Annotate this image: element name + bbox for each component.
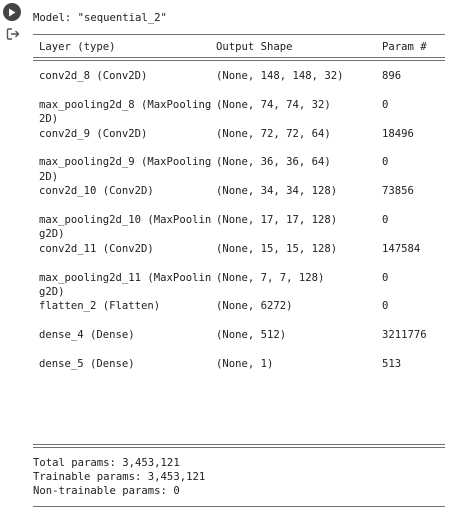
layer-name-line: g2D) [39, 286, 65, 298]
layer-row [33, 98, 453, 127]
layer-name [39, 242, 154, 256]
layer-param-count: 0 [382, 156, 389, 169]
layer-output-shape: (None, 34, 34, 128) [216, 185, 338, 198]
layer-param-count: 3211776 [382, 329, 427, 342]
layer-row [33, 271, 453, 300]
cell-gutter [0, 0, 26, 516]
layer-output-shape: (None, 1) [216, 358, 274, 370]
layer-name-line: max_pooling2d_9 (MaxPooling [39, 156, 212, 169]
trainable-params: Trainable params: 3,453,121 [33, 471, 206, 483]
header-output-shape: Output Shape [216, 41, 293, 53]
layer-name-line: flatten_2 (Flatten) [39, 300, 161, 313]
bottom-divider [33, 506, 445, 507]
layer-output-shape: (None, 7, 7, 128) [216, 271, 325, 284]
layer-name-line: 2D) [39, 113, 59, 126]
layer-name [39, 357, 135, 371]
summary-header [33, 40, 453, 55]
layer-param-count: 73856 [382, 185, 414, 198]
layer-name [39, 328, 135, 342]
layer-param-count: 513 [382, 358, 402, 370]
layer-param-count: 0 [382, 300, 389, 313]
layer-param-count: 18496 [382, 127, 414, 140]
layer-param-count: 0 [382, 271, 389, 284]
model-name-line: Model: "sequential_2" [33, 12, 167, 24]
layer-name [39, 127, 147, 141]
layer-output-shape: (None, 36, 36, 64) [216, 156, 331, 169]
layer-row [33, 184, 453, 213]
layer-name-line: max_pooling2d_8 (MaxPooling [39, 98, 212, 111]
layer-param-count: 147584 [382, 242, 421, 255]
layer-param-count: 896 [382, 70, 402, 82]
layer-name-line: max_pooling2d_11 (MaxPoolin [39, 271, 212, 284]
layer-row [33, 213, 453, 242]
layer-output-shape: (None, 15, 15, 128) [216, 242, 338, 255]
layer-param-count: 0 [382, 214, 389, 226]
layer-name [39, 271, 211, 300]
layer-name [39, 299, 160, 313]
layer-name-line: g2D) [39, 228, 65, 241]
layer-name-line: dense_5 (Dense) [39, 358, 135, 370]
layer-name [39, 184, 154, 198]
layer-row [33, 155, 453, 184]
header-param: Param # [382, 41, 427, 53]
layer-output-shape: (None, 72, 72, 64) [216, 127, 331, 140]
layer-output-shape: (None, 6272) [216, 300, 293, 313]
layer-name-line: dense_4 (Dense) [39, 329, 135, 342]
layer-row [33, 357, 453, 386]
layer-output-shape: (None, 148, 148, 32) [216, 70, 344, 82]
header-layer: Layer (type) [39, 41, 116, 53]
layer-output-shape: (None, 17, 17, 128) [216, 214, 338, 226]
layer-output-shape: (None, 512) [216, 329, 287, 342]
layer-row [33, 328, 453, 357]
layer-name [39, 69, 147, 83]
layer-row [33, 242, 453, 271]
layer-name-line: conv2d_10 (Conv2D) [39, 185, 154, 198]
output-redirect-icon[interactable] [6, 27, 20, 41]
layer-name-line: conv2d_8 (Conv2D) [39, 70, 148, 82]
layer-row [33, 127, 453, 156]
run-cell-button[interactable] [3, 3, 21, 21]
layer-name [39, 98, 211, 127]
layer-name-line: conv2d_11 (Conv2D) [39, 242, 154, 255]
cell-output [33, 0, 469, 516]
layer-name-line: max_pooling2d_10 (MaxPoolin [39, 214, 212, 226]
layer-name-line: 2D) [39, 170, 59, 183]
layer-row [33, 299, 453, 328]
non-trainable-params: Non-trainable params: 0 [33, 485, 180, 497]
layer-output-shape: (None, 74, 74, 32) [216, 98, 331, 111]
total-params: Total params: 3,453,121 [33, 457, 180, 469]
layer-param-count: 0 [382, 98, 389, 111]
layer-name [39, 213, 211, 242]
header-divider [33, 57, 445, 61]
layer-name-line: conv2d_9 (Conv2D) [39, 127, 148, 140]
play-circle-icon [8, 8, 16, 17]
footer-divider [33, 444, 445, 448]
layer-name [39, 155, 211, 184]
top-divider [33, 34, 445, 35]
layer-row [33, 69, 453, 98]
